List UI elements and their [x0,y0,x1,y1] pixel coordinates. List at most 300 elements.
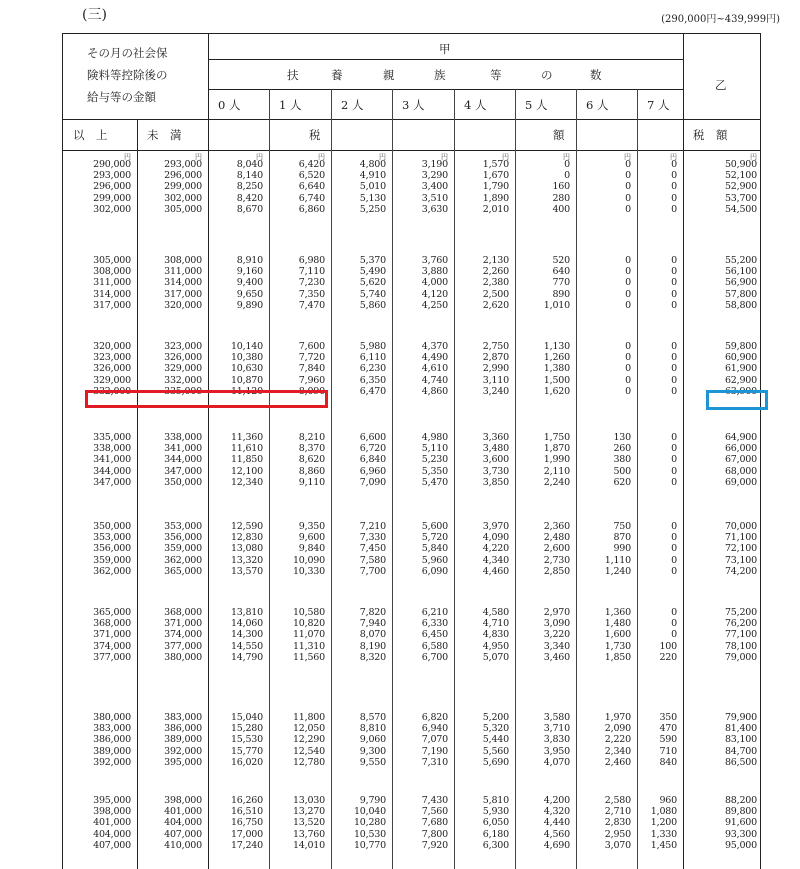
table-cell: 8,040 [236,159,263,170]
table-cell: 67,000 [724,454,757,466]
table-cell: 0 [625,299,631,311]
table-cell: 0 [671,159,677,170]
table-cell: 620 [613,476,631,488]
table-cell: 3,240 [482,385,509,397]
dependents-char: 扶 [287,68,299,82]
table-cell: 308,000 [93,266,131,278]
table-cell: 347,000 [93,476,131,488]
table-cell: 16,750 [230,817,263,829]
table-cell: 14,300 [230,629,263,641]
table-cell: 88,200 [724,795,757,806]
table-cell: 296,000 [164,170,202,182]
table-cell: 6,700 [421,651,448,663]
table-cell: 5,130 [359,192,386,204]
table-cell: 4,000 [421,277,448,289]
table-cell: 5,980 [359,341,386,352]
table-cell: 13,760 [292,828,325,840]
header-bottom-line [63,119,760,120]
table-cell: 11,070 [292,629,325,641]
table-cell: 311,000 [93,277,131,289]
table-cell: 9,400 [236,277,263,289]
table-cell: 2,600 [543,543,570,555]
table-cell: 500 [613,465,631,477]
table-cell: 0 [671,352,677,364]
table-cell: 3,510 [421,192,448,204]
table-cell: 2,750 [482,341,509,352]
dependents-char: の [541,68,553,82]
table-cell: 4,340 [482,554,509,566]
table-cell: 960 [659,795,677,806]
table-cell: 1,450 [650,839,677,851]
otsu-zeigaku-label: 税 額 [693,128,728,142]
table-cell: 71,100 [724,532,757,544]
table-cell: 392,000 [164,745,202,757]
table-cell: 72,100 [724,543,757,555]
table-cell: 3,630 [421,203,448,215]
table-cell: 7,230 [298,277,325,289]
table-cell: 5,560 [482,745,509,757]
table-cell: 317,000 [164,288,202,300]
table-cell: 2,110 [543,465,570,477]
dependents-char: 等 [490,68,502,82]
table-cell: 296,000 [93,181,131,193]
table-cell: 8,810 [359,723,386,735]
table-cell: 160 [552,181,570,193]
table-cell: 1,750 [543,432,570,443]
table-cell: 0 [625,255,631,266]
yen-mark: 円 [318,153,325,161]
table-cell: 17,240 [230,839,263,851]
table-cell: 13,030 [292,795,325,806]
table-cell: 2,130 [482,255,509,266]
table-cell: 16,260 [230,795,263,806]
table-cell: 2,480 [543,532,570,544]
table-cell: 6,300 [482,839,509,851]
table-cell: 314,000 [164,277,202,289]
highlight-red-box [85,390,328,408]
table-cell: 0 [671,266,677,278]
table-cell: 5,860 [359,299,386,311]
table-cell: 52,100 [724,170,757,182]
table-cell: 389,000 [164,734,202,746]
table-cell: 2,460 [604,756,631,768]
table-cell: 0 [625,288,631,300]
table-cell: 0 [671,543,677,555]
table-cell: 0 [625,374,631,386]
table-cell: 0 [671,554,677,566]
table-cell: 5,740 [359,288,386,300]
table-cell: 750 [613,521,631,532]
table-cell: 311,000 [164,266,202,278]
table-cell: 4,910 [359,170,386,182]
withholding-tax-table [62,33,761,869]
table-cell: 13,080 [230,543,263,555]
table-cell: 2,990 [482,363,509,375]
table-cell: 3,190 [421,159,448,170]
table-cell: 1,360 [604,607,631,618]
table-cell: 3,880 [421,266,448,278]
table-cell: 130 [613,432,631,443]
table-cell: 10,330 [292,565,325,577]
table-cell: 5,720 [421,532,448,544]
table-cell: 7,940 [359,618,386,630]
table-cell: 79,900 [724,712,757,723]
table-cell: 8,420 [236,192,263,204]
table-cell: 380 [613,454,631,466]
table-cell: 1,730 [604,640,631,652]
table-cell: 350,000 [164,476,202,488]
table-cell: 5,320 [482,723,509,735]
table-cell: 4,980 [421,432,448,443]
dependents-char: 養 [331,68,343,82]
table-cell: 6,520 [298,170,325,182]
table-cell: 7,560 [421,806,448,818]
dependents-char: 数 [590,68,602,82]
table-cell: 11,310 [292,640,325,652]
table-cell: 0 [625,192,631,204]
table-cell: 0 [671,299,677,311]
table-cell: 9,110 [298,476,325,488]
table-cell: 305,000 [93,255,131,266]
table-cell: 9,600 [298,532,325,544]
table-cell: 10,770 [353,839,386,851]
table-cell: 4,220 [482,543,509,555]
table-cell: 302,000 [164,192,202,204]
table-cell: 335,000 [93,432,131,443]
table-cell: 15,770 [230,745,263,757]
table-cell: 7,310 [421,756,448,768]
table-cell: 14,060 [230,618,263,630]
highlight-blue-box [706,390,768,410]
table-cell: 3,600 [482,454,509,466]
table-cell: 840 [659,756,677,768]
table-cell: 1,500 [543,374,570,386]
table-cell: 4,690 [543,839,570,851]
table-cell: 407,000 [164,828,202,840]
table-cell: 5,010 [359,181,386,193]
table-cell: 6,050 [482,817,509,829]
table-cell: 0 [671,288,677,300]
table-cell: 12,340 [230,476,263,488]
table-cell: 368,000 [93,618,131,630]
table-cell: 73,100 [724,554,757,566]
table-cell: 2,340 [604,745,631,757]
table-cell: 2,620 [482,299,509,311]
table-cell: 377,000 [164,640,202,652]
table-cell: 6,600 [359,432,386,443]
table-cell: 220 [659,651,677,663]
table-cell: 404,000 [93,828,131,840]
count-header-7: 7 人 [647,98,670,112]
table-cell: 6,640 [298,181,325,193]
range-label: (290,000円~439,999円) [661,14,780,25]
table-cell: 326,000 [164,352,202,364]
table-cell: 3,360 [482,432,509,443]
table-cell: 4,490 [421,352,448,364]
table-cell: 7,070 [421,734,448,746]
table-cell: 3,340 [543,640,570,652]
table-cell: 1,200 [650,817,677,829]
table-cell: 9,350 [298,521,325,532]
table-cell: 7,920 [421,839,448,851]
table-cell: 290,000 [93,159,131,170]
dependents-underline [208,89,683,90]
table-cell: 4,610 [421,363,448,375]
table-cell: 398,000 [93,806,131,818]
table-cell: 4,320 [543,806,570,818]
table-cell: 0 [671,521,677,532]
ko-label: 甲 [439,42,451,56]
table-cell: 347,000 [164,465,202,477]
table-cell: 0 [625,181,631,193]
table-cell: 6,330 [421,618,448,630]
table-cell: 6,110 [359,352,386,364]
table-cell: 10,630 [230,363,263,375]
table-cell: 0 [671,476,677,488]
table-cell: 8,860 [298,465,325,477]
table-cell: 329,000 [164,363,202,375]
table-cell: 4,800 [359,159,386,170]
table-cell: 770 [552,277,570,289]
table-cell: 7,190 [421,745,448,757]
table-cell: 320,000 [164,299,202,311]
table-cell: 56,900 [724,277,757,289]
table-cell: 84,700 [724,745,757,757]
yen-mark: 円 [563,153,570,161]
table-cell: 4,440 [543,817,570,829]
table-cell: 75,200 [724,607,757,618]
table-cell: 1,010 [543,299,570,311]
table-cell: 2,380 [482,277,509,289]
table-cell: 5,350 [421,465,448,477]
table-cell: 79,000 [724,651,757,663]
table-cell: 0 [671,618,677,630]
table-cell: 1,990 [543,454,570,466]
table-cell: 2,240 [543,476,570,488]
table-cell: 1,850 [604,651,631,663]
table-cell: 5,840 [421,543,448,555]
table-cell: 1,970 [604,712,631,723]
table-cell: 401,000 [93,817,131,829]
table-cell: 0 [671,607,677,618]
table-cell: 7,580 [359,554,386,566]
table-cell: 7,110 [298,266,325,278]
table-cell: 0 [671,385,677,397]
table-cell: 7,840 [298,363,325,375]
table-cell: 63,900 [724,385,757,397]
table-cell: 8,190 [359,640,386,652]
table-cell: 1,480 [604,618,631,630]
table-cell: 3,950 [543,745,570,757]
table-cell: 11,360 [230,432,263,443]
table-cell: 11,800 [292,712,325,723]
table-cell: 335,000 [164,385,202,397]
table-cell: 353,000 [93,532,131,544]
gaku-label: 額 [553,128,565,142]
table-cell: 8,210 [298,432,325,443]
table-cell: 6,230 [359,363,386,375]
table-cell: 5,230 [421,454,448,466]
col-line-otsu [683,34,684,869]
yen-mark: 円 [624,153,631,161]
count-header-6: 6 人 [586,98,609,112]
table-cell: 4,560 [543,828,570,840]
table-cell: 5,620 [359,277,386,289]
table-cell: 1,890 [482,192,509,204]
table-cell: 7,210 [359,521,386,532]
table-cell: 6,720 [359,443,386,455]
table-cell: 3,070 [604,839,631,851]
table-cell: 1,330 [650,828,677,840]
table-cell: 53,700 [724,192,757,204]
table-cell: 383,000 [93,723,131,735]
count-header-5: 5 人 [525,98,548,112]
table-cell: 59,800 [724,341,757,352]
table-cell: 0 [671,341,677,352]
table-cell: 8,570 [359,712,386,723]
table-cell: 81,400 [724,723,757,735]
table-cell: 356,000 [93,543,131,555]
table-cell: 404,000 [164,817,202,829]
table-cell: 4,120 [421,288,448,300]
table-cell: 1,260 [543,352,570,364]
table-cell: 0 [625,363,631,375]
table-cell: 1,570 [482,159,509,170]
table-cell: 11,850 [230,454,263,466]
table-cell: 10,280 [353,817,386,829]
table-cell: 6,840 [359,454,386,466]
table-cell: 5,810 [482,795,509,806]
table-cell: 356,000 [164,532,202,544]
table-cell: 0 [671,277,677,289]
table-cell: 6,940 [421,723,448,735]
table-cell: 10,870 [230,374,263,386]
table-cell: 50,900 [724,159,757,170]
table-cell: 9,160 [236,266,263,278]
table-cell: 2,730 [543,554,570,566]
table-cell: 3,850 [482,476,509,488]
table-cell: 0 [671,443,677,455]
table-cell: 89,800 [724,806,757,818]
table-cell: 60,900 [724,352,757,364]
table-cell: 389,000 [93,745,131,757]
table-cell: 6,820 [421,712,448,723]
table-cell: 377,000 [93,651,131,663]
table-cell: 13,320 [230,554,263,566]
table-cell: 6,860 [298,203,325,215]
table-cell: 14,550 [230,640,263,652]
table-cell: 3,090 [543,618,570,630]
table-cell: 11,560 [292,651,325,663]
table-cell: 100 [659,640,677,652]
table-cell: 0 [671,565,677,577]
table-cell: 0 [625,277,631,289]
table-cell: 323,000 [164,341,202,352]
table-cell: 83,100 [724,734,757,746]
table-cell: 365,000 [93,607,131,618]
table-cell: 0 [671,454,677,466]
table-cell: 7,430 [421,795,448,806]
table-cell: 9,650 [236,288,263,300]
table-cell: 0 [671,629,677,641]
table-cell: 359,000 [93,554,131,566]
table-cell: 0 [625,203,631,215]
table-cell: 3,400 [421,181,448,193]
table-cell: 15,530 [230,734,263,746]
table-cell: 64,900 [724,432,757,443]
table-cell: 6,960 [359,465,386,477]
table-cell: 12,050 [292,723,325,735]
table-cell: 870 [613,532,631,544]
table-cell: 2,220 [604,734,631,746]
table-cell: 710 [659,745,677,757]
table-cell: 4,710 [482,618,509,630]
table-cell: 6,470 [359,385,386,397]
table-cell: 5,440 [482,734,509,746]
table-cell: 70,000 [724,521,757,532]
table-cell: 4,740 [421,374,448,386]
table-cell: 2,970 [543,607,570,618]
table-cell: 374,000 [164,629,202,641]
table-cell: 62,900 [724,374,757,386]
table-cell: 3,220 [543,629,570,641]
table-cell: 5,690 [482,756,509,768]
table-cell: 57,800 [724,288,757,300]
table-cell: 0 [564,170,570,182]
table-cell: 7,450 [359,543,386,555]
table-cell: 383,000 [164,712,202,723]
miman-label: 未 満 [147,128,182,142]
table-cell: 6,210 [421,607,448,618]
table-cell: 91,600 [724,817,757,829]
table-cell: 5,200 [482,712,509,723]
table-cell: 77,100 [724,629,757,641]
table-cell: 10,530 [353,828,386,840]
table-cell: 2,090 [604,723,631,735]
table-cell: 1,130 [543,341,570,352]
table-cell: 0 [671,181,677,193]
table-cell: 76,200 [724,618,757,630]
table-cell: 13,520 [292,817,325,829]
table-cell: 407,000 [93,839,131,851]
table-cell: 7,800 [421,828,448,840]
table-cell: 52,900 [724,181,757,193]
table-cell: 6,180 [482,828,509,840]
table-cell: 2,850 [543,565,570,577]
table-cell: 2,830 [604,817,631,829]
count-header-4: 4 人 [464,98,487,112]
table-cell: 362,000 [93,565,131,577]
table-cell: 61,900 [724,363,757,375]
table-cell: 12,590 [230,521,263,532]
table-cell: 78,100 [724,640,757,652]
table-cell: 9,790 [359,795,386,806]
table-cell: 12,830 [230,532,263,544]
table-cell: 74,200 [724,565,757,577]
table-cell: 12,290 [292,734,325,746]
table-cell: 1,110 [604,554,631,566]
table-cell: 0 [625,352,631,364]
table-cell: 4,830 [482,629,509,641]
left-title-line: 険料等控除後の [87,68,168,82]
table-cell: 0 [671,374,677,386]
table-cell: 386,000 [164,723,202,735]
table-cell: 11,610 [230,443,263,455]
table-cell: 305,000 [164,203,202,215]
table-cell: 66,000 [724,443,757,455]
table-cell: 368,000 [164,607,202,618]
table-cell: 3,710 [543,723,570,735]
